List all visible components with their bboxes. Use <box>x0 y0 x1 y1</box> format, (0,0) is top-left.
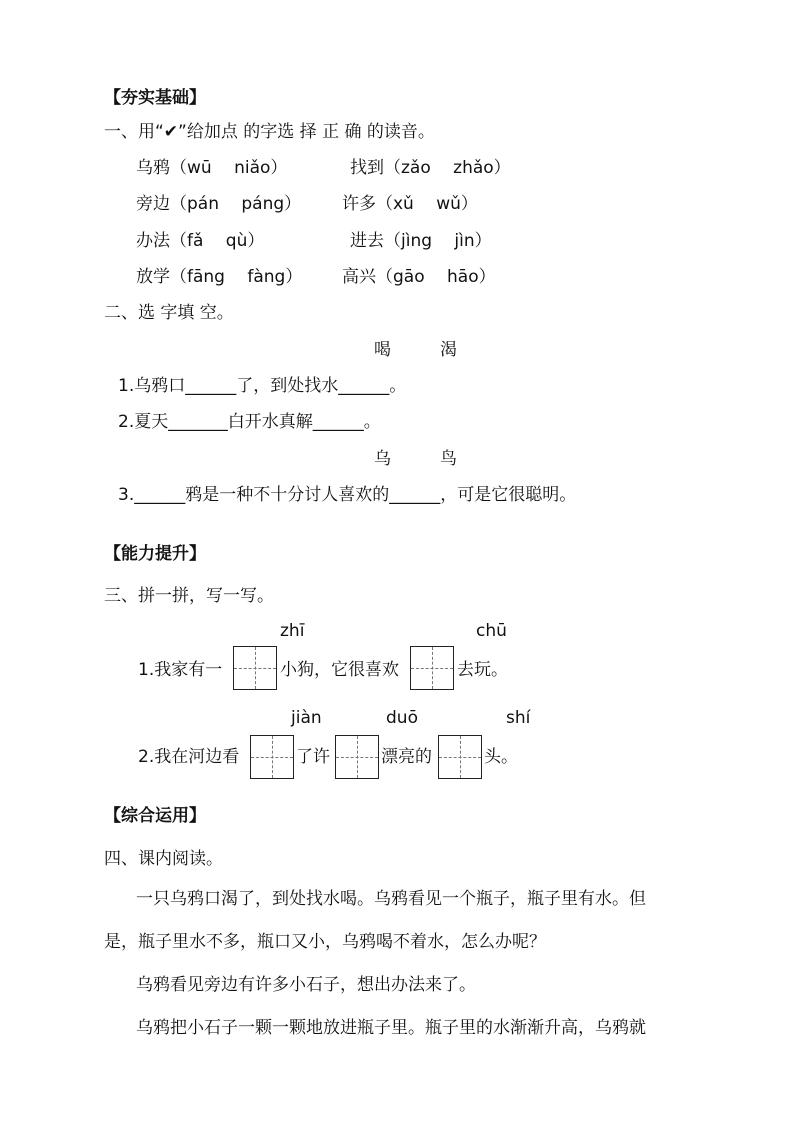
q1-row2-right: 许多（xǔ wǔ） <box>342 194 478 214</box>
q3-line1-text-2: 小狗，它很喜欢 <box>280 660 399 680</box>
reading-paragraph-2: 乌鸦看见旁边有许多小石子，想出办法来了。 <box>136 975 476 995</box>
q3-line2-text-3: 漂亮的 <box>381 747 432 767</box>
q3-line1-text-3: 去玩。 <box>457 660 508 680</box>
section-title-application: 【综合运用】 <box>104 806 206 826</box>
section-title-ability: 【能力提升】 <box>104 544 206 564</box>
q1-row2-left: 旁边（pán páng） <box>136 194 302 214</box>
pinyin-zhi: zhī <box>280 621 305 641</box>
pinyin-duo: duō <box>386 708 418 728</box>
pinyin-jian: jiàn <box>291 708 322 728</box>
question-2-title: 二、选 字填 空。 <box>104 303 234 323</box>
question-3-title: 三、拼一拼，写一写。 <box>104 586 274 606</box>
q1-row4-left: 放学（fāng fàng） <box>136 267 303 287</box>
tian-grid-writing-box[interactable] <box>438 735 482 779</box>
q3-line2-text-4: 头。 <box>484 747 518 767</box>
q2-choice-b-2: 鸟 <box>440 449 457 469</box>
q1-row4-right: 高兴（gāo hāo） <box>342 267 496 287</box>
q2-choice-a-1: 喝 <box>374 340 391 360</box>
q1-row3-right: 进去（jìng jìn） <box>350 231 492 251</box>
pinyin-chu: chū <box>476 621 507 641</box>
tian-grid-writing-box[interactable] <box>250 735 294 779</box>
q2-item-2: 2.夏天_______白开水真解______。 <box>118 412 381 432</box>
q2-choice-b-1: 乌 <box>374 449 391 469</box>
question-4-title: 四、课内阅读。 <box>104 849 223 869</box>
reading-paragraph-1-line-2: 是，瓶子里水不多，瓶口又小，乌鸦喝不着水，怎么办呢？ <box>104 932 546 952</box>
tian-grid-writing-box[interactable] <box>410 646 454 690</box>
pinyin-shi: shí <box>506 708 531 728</box>
reading-paragraph-1-line-1: 一只乌鸦口渴了，到处找水喝。乌鸦看见一个瓶子，瓶子里有水。但 <box>136 889 646 909</box>
q3-line2-text-2: 了许 <box>296 747 330 767</box>
reading-paragraph-3-line-1: 乌鸦把小石子一颗一颗地放进瓶子里。瓶子里的水渐渐升高，乌鸦就 <box>136 1018 646 1038</box>
q3-line1-text-1: 1.我家有一 <box>138 660 223 680</box>
tian-grid-writing-box[interactable] <box>335 735 379 779</box>
q2-item-3: 3.______鸦是一种不十分讨人喜欢的______，可是它很聪明。 <box>118 485 577 505</box>
q2-choice-a-2: 渴 <box>440 340 457 360</box>
q1-row1-left: 乌鸦（wū niǎo） <box>136 158 288 178</box>
q1-row3-left: 办法（fǎ qù） <box>136 231 265 251</box>
q1-row1-right: 找到（zǎo zhǎo） <box>350 158 511 178</box>
q3-line2-text-1: 2.我在河边看 <box>138 747 240 767</box>
tian-grid-writing-box[interactable] <box>233 646 277 690</box>
section-title-basics: 【夯实基础】 <box>104 88 206 108</box>
question-1-title: 一、用“✔”给加点 的字选 择 正 确 的读音。 <box>104 122 435 142</box>
q2-item-1: 1.乌鸦口______了，到处找水______。 <box>118 376 407 396</box>
